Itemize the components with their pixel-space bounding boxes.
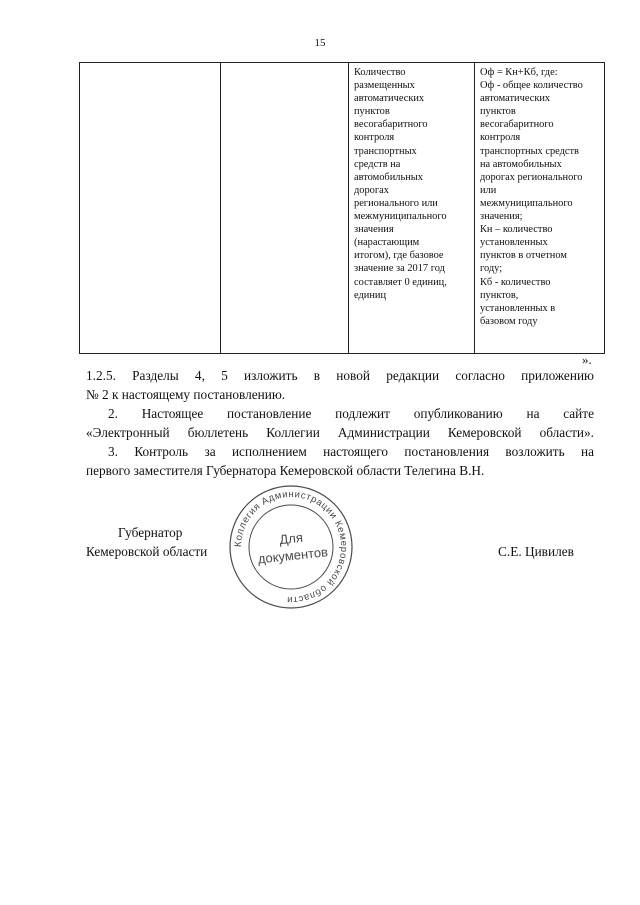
table-cell-empty-2: [221, 63, 349, 354]
indicator-line: размещенных: [354, 80, 415, 92]
formula-line: межмуниципального: [480, 197, 573, 209]
formula-line: контроля: [480, 132, 521, 144]
indicator-line: межмуниципального: [354, 211, 447, 223]
seal-stamp: [228, 484, 354, 610]
indicator-line: весогабаритного: [354, 119, 428, 131]
formula-line: или: [480, 184, 497, 196]
indicator-line: значение за 2017 год: [354, 263, 445, 275]
stamp-outer-ring: [230, 486, 352, 608]
formula-line: Кн – количество: [480, 224, 553, 236]
signature-name: С.Е. Цивилев: [498, 544, 574, 559]
indicator-line: средств на: [354, 158, 401, 170]
indicator-line: контроля: [354, 132, 395, 144]
formula-line: Оф - общее количество: [480, 80, 583, 92]
indicator-line: регионального или: [354, 197, 438, 209]
indicator-line: итогом), где базовое: [354, 250, 444, 262]
closing-quote: ».: [582, 352, 592, 367]
formula-line: базовом году: [480, 315, 538, 327]
paragraph-2-line-1: 2. Настоящее постановление подлежит опубликованию на сайте: [108, 406, 594, 421]
signature-title-line-1: Губернатор: [118, 525, 183, 540]
indicator-line: составляет 0 единиц,: [354, 276, 447, 288]
formula-line: дорогах регионального: [480, 171, 583, 183]
formula-line: пунктов,: [480, 289, 519, 301]
signature-title-line-2: Кемеровской области: [86, 544, 208, 559]
paragraph-2-line-2: «Электронный бюллетень Коллегии Администрации Кемеровской области».: [86, 425, 594, 440]
formula-line: году;: [480, 263, 503, 275]
indicator-line: автоматических: [354, 93, 425, 105]
svg-text:Коллегия Администрации Кемеров: Коллегия Администрации Кемеровской области: [232, 488, 350, 606]
formula-line: Кб - количество: [480, 276, 551, 288]
formula-line: транспортных средств: [480, 145, 579, 157]
formula-cell: [475, 63, 605, 354]
indicator-cell: [349, 63, 475, 354]
paragraph-3-line-2: первого заместителя Губернатора Кемеровской области Телегина В.Н.: [86, 463, 485, 478]
formula-line: значения;: [480, 211, 523, 223]
svg-text:документов: документов: [257, 544, 329, 567]
indicator-table: [79, 62, 605, 354]
page-number: 15: [314, 37, 326, 49]
indicator-line: (нарастающим: [354, 237, 420, 249]
paragraph-1-line-1: 1.2.5. Разделы 4, 5 изложить в новой редакции согласно приложению: [86, 368, 594, 383]
formula-line: установленных: [480, 237, 548, 249]
paragraph-1-line-2: № 2 к настоящему постановлению.: [86, 387, 286, 402]
formula-line: весогабаритного: [480, 119, 554, 131]
formula-line: Оф = Кн+Кб, где:: [480, 67, 558, 78]
indicator-line: Количество: [354, 67, 406, 78]
indicator-line: транспортных: [354, 145, 417, 157]
indicator-line: единиц: [354, 289, 387, 301]
indicator-line: дорогах: [354, 184, 389, 196]
table-cell-empty-1: [80, 63, 221, 354]
formula-line: автоматических: [480, 93, 551, 105]
paragraph-3-line-1: 3. Контроль за исполнением настоящего постановления возложить на: [108, 444, 594, 459]
svg-text:Для: Для: [278, 529, 304, 548]
formula-line: пунктов: [480, 106, 516, 118]
indicator-line: автомобильных: [354, 171, 423, 183]
indicator-line: значения: [354, 224, 394, 236]
formula-line: пунктов в отчетном: [480, 250, 567, 262]
indicator-line: пунктов: [354, 106, 390, 118]
formula-line: установленных в: [480, 302, 556, 314]
table-row: [80, 63, 605, 354]
formula-line: на автомобильных: [480, 158, 562, 170]
